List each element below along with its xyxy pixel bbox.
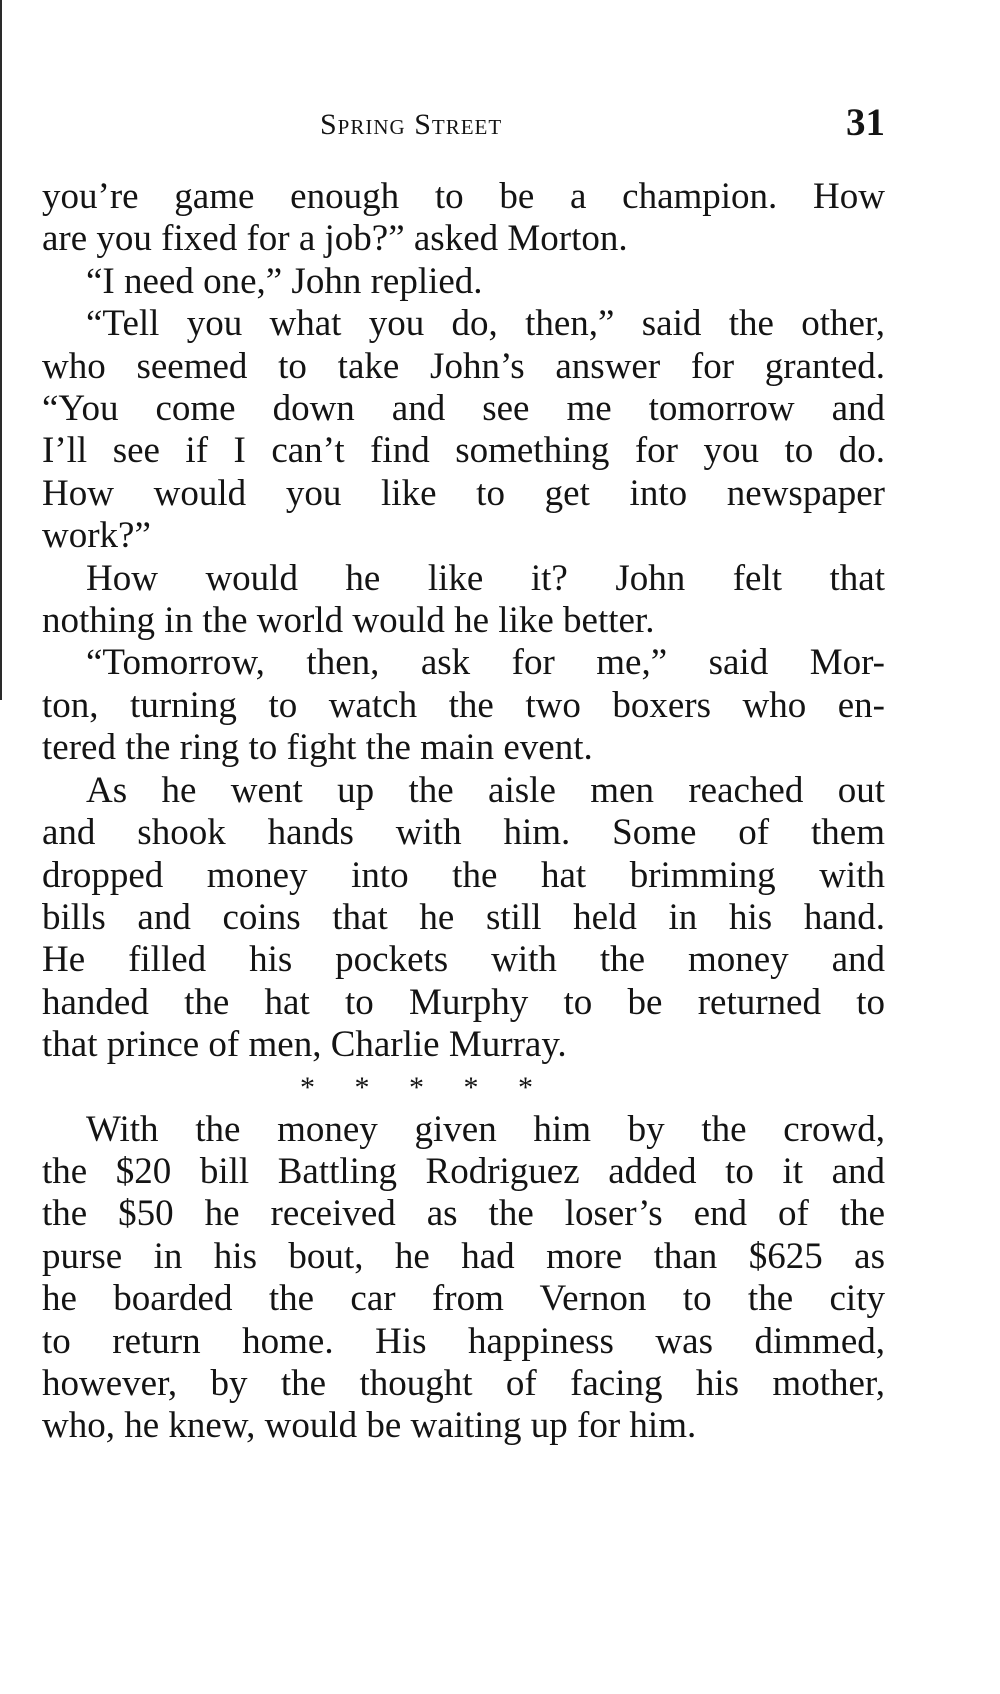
text-line: As he went up the aisle men reached out: [86, 769, 885, 811]
text-line: however, by the thought of facing his mother,: [42, 1362, 885, 1404]
text-line: He filled his pockets with the money and: [42, 939, 885, 981]
text-line: handed the hat to Murphy to be returned to: [42, 981, 885, 1023]
text-before-break: [42, 176, 885, 1067]
body-text: [42, 176, 885, 1448]
page-number: 31: [846, 101, 885, 144]
text-line: purse in his bout, he had more than $625 as: [42, 1235, 885, 1277]
text-line: tered the ring to fight the main event.: [42, 727, 593, 769]
paragraph: [42, 261, 885, 303]
text-line: How would you like to get into newspaper: [42, 472, 885, 514]
paragraph: [42, 303, 885, 557]
text-line: ton, turning to watch the two boxers who en-: [42, 684, 885, 726]
text-line: are you fixed for a job?” asked Morton.: [42, 218, 628, 260]
text-line: dropped money into the hat brimming with: [42, 854, 885, 896]
text-line: you’re game enough to be a champion. How: [42, 176, 885, 217]
text-line: that prince of men, Charlie Murray.: [42, 1024, 567, 1066]
page-header: [42, 100, 885, 156]
text-line: bills and coins that he still held in his hand.: [42, 896, 885, 938]
paragraph: [42, 558, 885, 643]
text-line: to return home. His happiness was dimmed,: [42, 1320, 885, 1362]
text-line: who seemed to take John’s answer for granted.: [42, 345, 885, 387]
text-line: and shook hands with him. Some of them: [42, 812, 885, 854]
running-title: Spring Street: [320, 108, 503, 141]
paragraph: [42, 642, 885, 769]
text-line: “I need one,” John replied.: [86, 260, 483, 302]
page-edge-rule: [0, 0, 2, 700]
text-line: “You come down and see me tomorrow and: [42, 388, 885, 430]
text-after-break: [42, 1109, 885, 1448]
paragraph: [42, 770, 885, 1067]
text-line: I’ll see if I can’t find something for you to do.: [42, 430, 885, 472]
paragraph: [42, 1109, 885, 1448]
text-line: the $50 he received as the loser’s end of the: [42, 1193, 885, 1235]
text-line: nothing in the world would he like better.: [42, 600, 655, 642]
paragraph: [42, 176, 885, 261]
text-line: the $20 bill Battling Rodriguez added to it and: [42, 1150, 885, 1192]
text-line: “Tomorrow, then, ask for me,” said Mor-: [86, 642, 885, 684]
text-line: he boarded the car from Vernon to the city: [42, 1278, 885, 1320]
section-break-asterisks: * * * * *: [300, 1070, 533, 1104]
text-line: who, he knew, would be waiting up for him.: [42, 1405, 697, 1447]
text-line: “Tell you what you do, then,” said the other,: [86, 303, 885, 345]
text-line: work?”: [42, 515, 151, 557]
text-line: How would he like it? John felt that: [86, 557, 885, 599]
text-line: With the money given him by the crowd,: [86, 1108, 885, 1150]
